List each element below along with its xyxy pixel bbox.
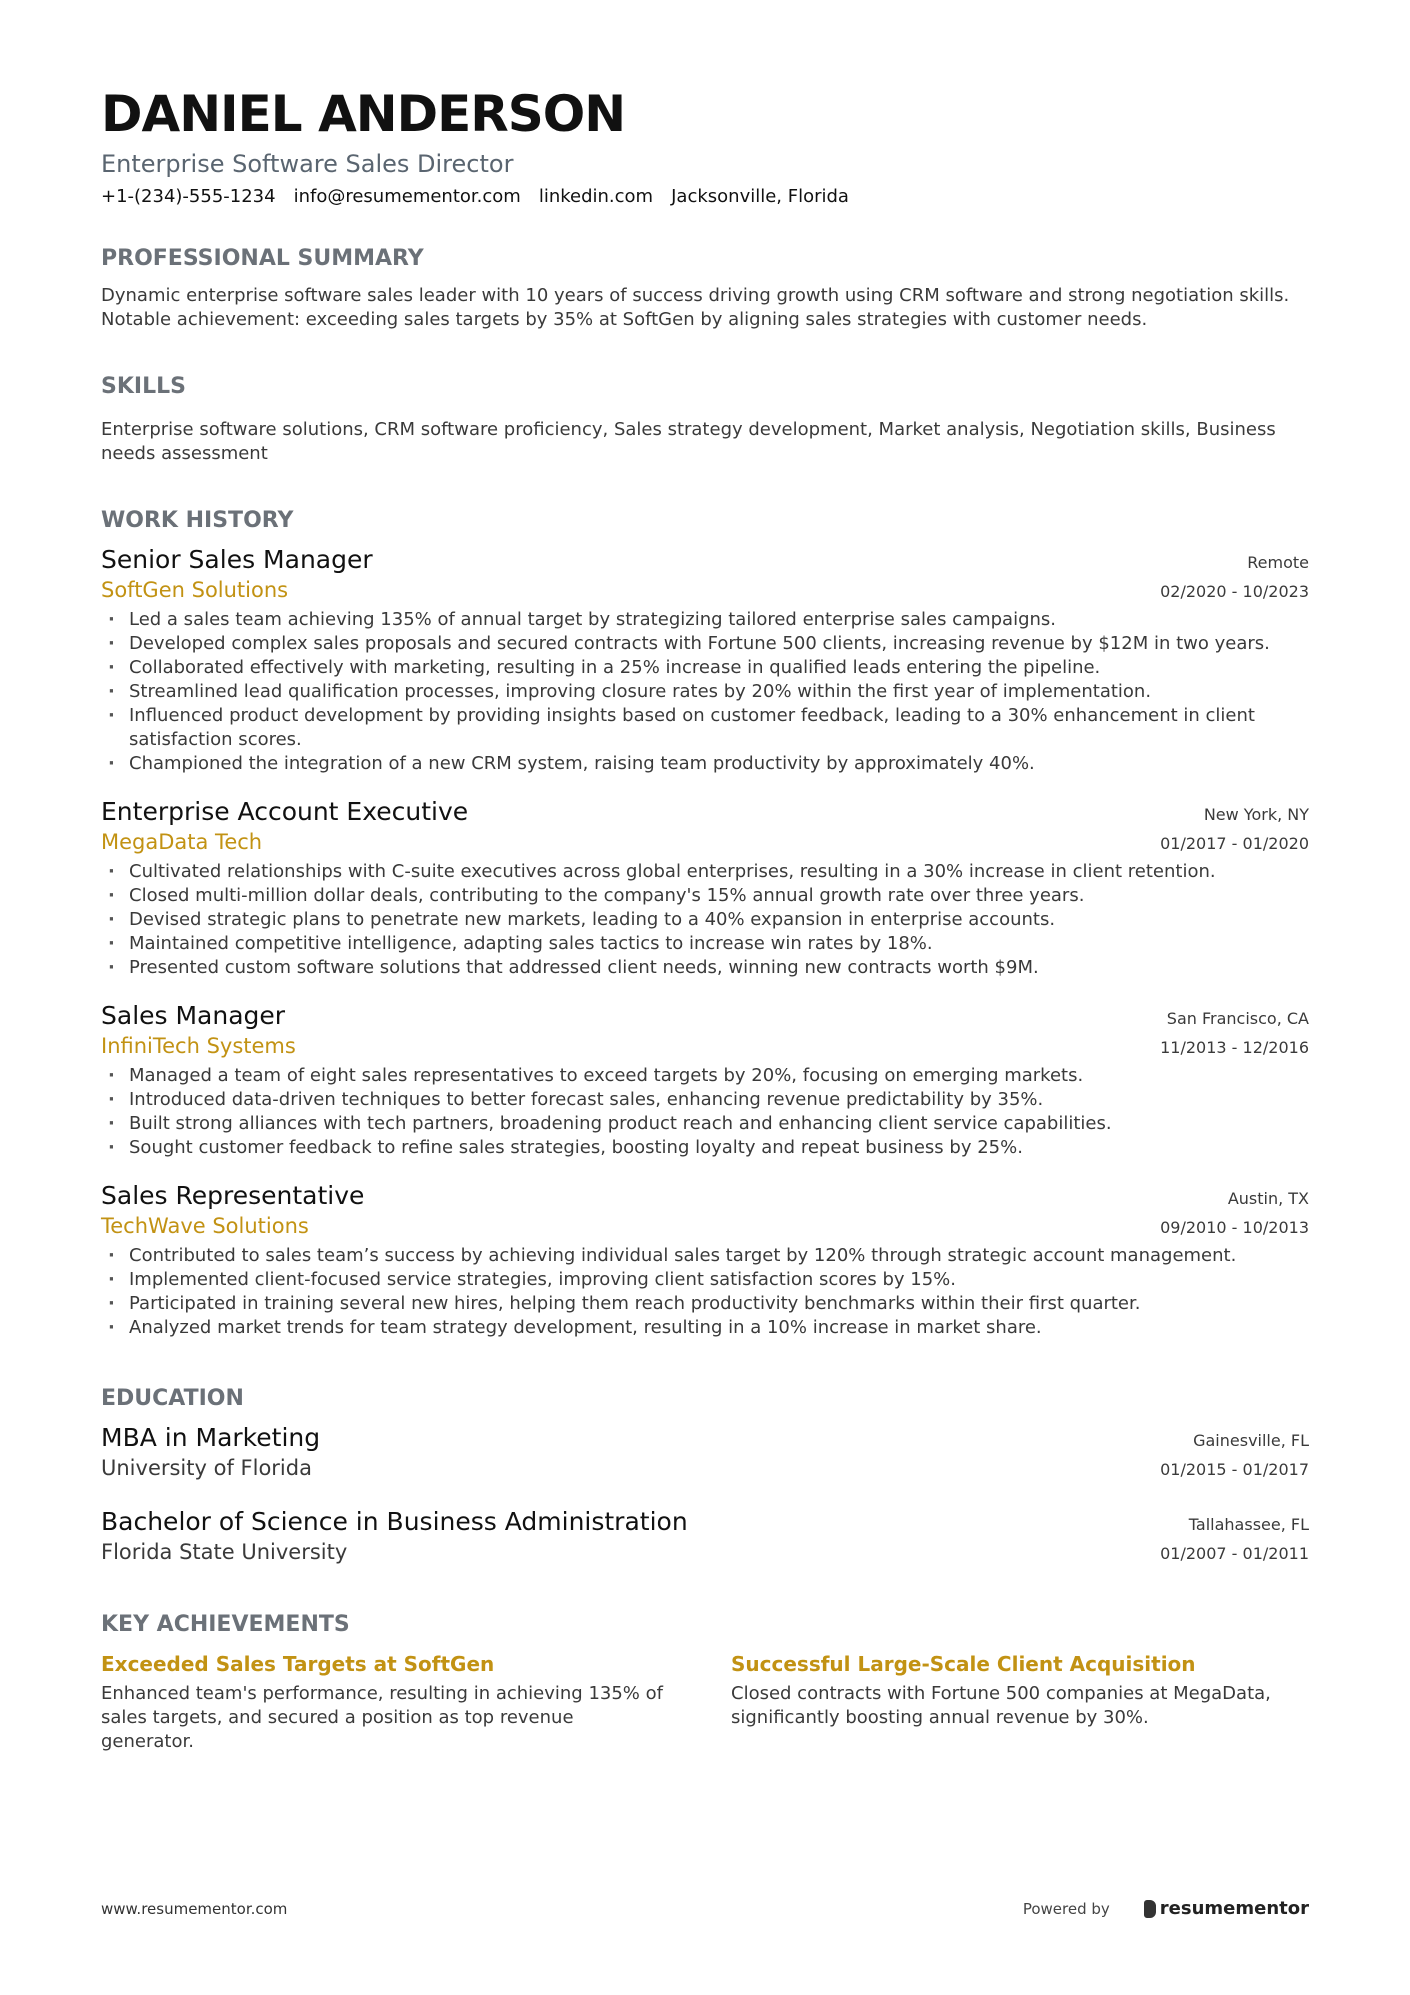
education-entry (101, 1422, 1309, 1482)
section-title: PROFESSIONAL SUMMARY (101, 246, 424, 271)
bullet-item: · Led a sales team achieving 135% of annual target by strategizing tailored enterprise sales campaigns. (101, 608, 1309, 632)
bullet-item: · Collaborated effectively with marketing, resulting in a 25% increase in qualified leads entering the pipeline. (101, 656, 1309, 680)
bullet-item: · Presented custom software solutions that addressed client needs, winning new contracts worth $9M. (101, 956, 1309, 980)
page-footer (101, 1898, 1309, 1919)
footer-website-link[interactable]: www.resumementor.com (101, 1899, 288, 1918)
education-section (101, 1384, 1309, 1566)
bullet-item: · Devised strategic plans to penetrate new markets, leading to a 40% expansion in enterprise accounts. (101, 908, 1309, 932)
company-name: InfiniTech Systems (101, 1034, 296, 1058)
bullet-item: · Maintained competitive intelligence, adapting sales tactics to increase win rates by 18%. (101, 932, 1309, 956)
bullet-item: · Cultivated relationships with C-suite executives across global enterprises, resulting in a 30% increase in client retention. (101, 860, 1309, 884)
achievement-text: Closed contracts with Fortune 500 companies at MegaData, significantly boosting annual revenue by 30%. (731, 1683, 1271, 1728)
job-dates: 09/2010 - 10/2013 (1160, 1218, 1309, 1237)
bullet-item: · Analyzed market trends for team strategy development, resulting in a 10% increase in market share. (101, 1316, 1309, 1340)
powered-by-label: Powered by (1022, 1899, 1110, 1918)
section-title: EDUCATION (101, 1386, 244, 1411)
section-title: WORK HISTORY (101, 508, 294, 533)
education-location: Tallahassee, FL (1188, 1515, 1309, 1534)
job-location: New York, NY (1203, 805, 1309, 824)
job-entry (101, 1180, 1309, 1340)
school-name: Florida State University (101, 1540, 348, 1564)
contact-linkedin[interactable]: linkedin.com (538, 186, 654, 207)
degree-title: MBA in Marketing (101, 1423, 321, 1452)
job-title: Enterprise Account Executive (101, 797, 469, 826)
skills-text: Enterprise software solutions, CRM software proficiency, Sales strategy development, Market analysis, Negotiation skills, Business needs assessment (101, 419, 1276, 464)
contact-email[interactable]: info@resumementor.com (293, 186, 521, 207)
achievement-text: Enhanced team's performance, resulting in achieving 135% of sales targets, and secured a position as top revenue generator. (101, 1683, 663, 1752)
section-title: KEY ACHIEVEMENTS (101, 1612, 350, 1637)
candidate-name: DANIEL ANDERSON (101, 85, 626, 143)
achievements-section (101, 1610, 1309, 1754)
resume-page (101, 82, 1309, 1754)
contact-location: Jacksonville, Florida (671, 186, 849, 207)
bullet-item: · Sought customer feedback to refine sales strategies, boosting loyalty and repeat business by 25%. (101, 1136, 1309, 1160)
achievement-title: Successful Large-Scale Client Acquisition (731, 1652, 1196, 1676)
job-bullets (101, 608, 1309, 776)
job-dates: 01/2017 - 01/2020 (1160, 834, 1309, 853)
achievement-item (731, 1650, 1301, 1754)
job-bullets (101, 1064, 1309, 1160)
company-name: TechWave Solutions (101, 1214, 309, 1238)
footer-brand (1023, 1898, 1309, 1919)
education-dates: 01/2015 - 01/2017 (1160, 1460, 1309, 1479)
bullet-item: · Introduced data-driven techniques to better forecast sales, enhancing revenue predictability by 35%. (101, 1088, 1309, 1112)
company-name: MegaData Tech (101, 830, 263, 854)
company-name: SoftGen Solutions (101, 578, 289, 602)
job-entry (101, 544, 1309, 776)
job-bullets (101, 1244, 1309, 1340)
job-title: Sales Manager (101, 1001, 286, 1030)
summary-section (101, 244, 1309, 332)
education-dates: 01/2007 - 01/2011 (1160, 1544, 1309, 1563)
job-location: Remote (1247, 553, 1309, 572)
bullet-item: · Developed complex sales proposals and secured contracts with Fortune 500 clients, increasing revenue by $12M in two years. (101, 632, 1309, 656)
brand-name: resumementor (1159, 1898, 1309, 1919)
contact-phone: +1-(234)-555-1234 (101, 186, 276, 207)
contact-line (101, 184, 1309, 210)
bullet-item: · Managed a team of eight sales representatives to exceed targets by 20%, focusing on emerging markets. (101, 1064, 1309, 1088)
job-entry (101, 796, 1309, 980)
bullet-item: · Built strong alliances with tech partners, broadening product reach and enhancing client service capabilities. (101, 1112, 1309, 1136)
job-dates: 11/2013 - 12/2016 (1160, 1038, 1309, 1057)
bullet-item: · Streamlined lead qualification processes, improving closure rates by 20% within the first year of implementation. (101, 680, 1309, 704)
job-title: Senior Sales Manager (101, 545, 373, 574)
school-name: University of Florida (101, 1456, 312, 1480)
job-entry (101, 1000, 1309, 1160)
bullet-item: · Closed multi-million dollar deals, contributing to the company's 15% annual growth rate over three years. (101, 884, 1309, 908)
bullet-item: · Contributed to sales team’s success by achieving individual sales target by 120% through strategic account management. (101, 1244, 1309, 1268)
job-location: San Francisco, CA (1166, 1009, 1309, 1028)
bullet-item: · Participated in training several new hires, helping them reach productivity benchmarks within their first quarter. (101, 1292, 1309, 1316)
bullet-item: · Implemented client-focused service strategies, improving client satisfaction scores by 15%. (101, 1268, 1309, 1292)
job-title: Sales Representative (101, 1181, 365, 1210)
achievement-item (101, 1650, 671, 1754)
job-dates: 02/2020 - 10/2023 (1160, 582, 1309, 601)
bullet-item: · Influenced product development by providing insights based on customer feedback, leading to a 30% enhancement in client satisfaction scores. (101, 704, 1309, 752)
job-location: Austin, TX (1227, 1189, 1309, 1208)
job-bullets (101, 860, 1309, 980)
skills-section (101, 372, 1309, 466)
degree-title: Bachelor of Science in Business Administration (101, 1507, 688, 1536)
work-history-section (101, 506, 1309, 1340)
resumementor-logo-icon (1144, 1900, 1156, 1918)
resumementor-logo[interactable] (1144, 1898, 1309, 1919)
summary-text: Dynamic enterprise software sales leader with 10 years of success driving growth using CRM software and strong negotiation skills. Notable achievement: exceeding sales targets by 35% at SoftGen by aligning sales strategies with customer needs. (101, 285, 1290, 330)
education-entry (101, 1506, 1309, 1566)
candidate-role: Enterprise Software Sales Director (101, 150, 514, 178)
section-title: SKILLS (101, 374, 186, 399)
achievement-title: Exceeded Sales Targets at SoftGen (101, 1652, 495, 1676)
education-location: Gainesville, FL (1193, 1431, 1309, 1450)
bullet-item: · Championed the integration of a new CRM system, raising team productivity by approximately 40%. (101, 752, 1309, 776)
